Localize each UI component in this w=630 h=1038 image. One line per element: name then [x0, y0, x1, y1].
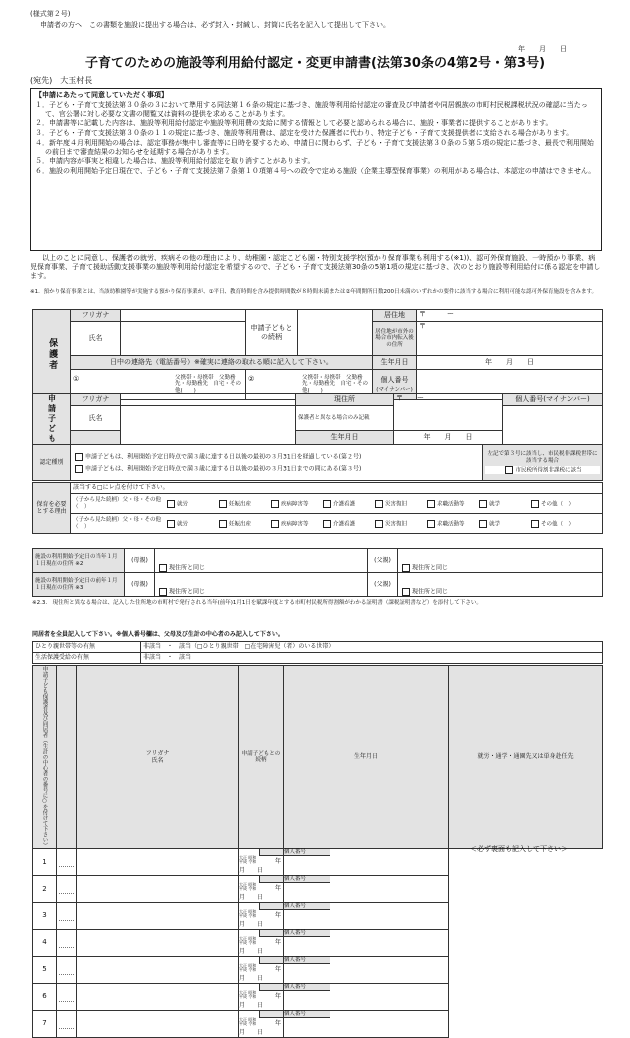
welfare-label: 生活保護受給の有無 [33, 653, 141, 664]
child-section: 申請子ども [33, 394, 71, 445]
guardian-contact-2[interactable]: ② 父携帯・母携帯 父勤務先・母勤務先 自宅・その他( ) [246, 370, 373, 400]
guardian-relation-label: 申請子どもとの続柄 [246, 310, 298, 356]
cert-options [71, 445, 483, 481]
reason-table [32, 482, 603, 534]
table-row [33, 875, 603, 902]
single-parent-label: ひとり親世帯等の有無 [33, 642, 141, 653]
residence-table [32, 548, 603, 597]
reason-option[interactable]: 疾病障害等 [269, 520, 321, 528]
consent-item: ５．申請内容が事実と相違した場合は、施設等利用給付認定を取り消すことがあります。 [35, 157, 315, 166]
reason-option[interactable]: その他（ ） [529, 520, 599, 528]
name-field[interactable] [57, 983, 77, 1010]
footer-note: ＜必ず裏面も記入して下さい＞ [470, 845, 568, 853]
child-furigana-label: フリガナ [71, 394, 121, 406]
residence-father-field[interactable]: 現住所と同じ [398, 549, 603, 573]
guardian-contact-label: 日中の連絡先（電話番号）※確実に連絡の取れる順に記入して下さい。 [71, 356, 373, 370]
work-field[interactable] [284, 929, 449, 956]
consent-item: ４．新年度４月利用開始の場合は、認定事務が集中し審査等に日時を要するため、申請日に関わらず、子ども・子育て支援法第３０条の５第５項の規定に基づき、最長で利用開始の前日まで審査結果のお知らせを延期する場合があります。 [35, 138, 594, 156]
relation-field[interactable] [77, 902, 239, 929]
reason-option[interactable]: 就労 [165, 520, 217, 528]
dob-cell[interactable]: 個人番号 大正 昭和 平成 令和 年 月 日 [239, 956, 284, 983]
child-name-field[interactable] [121, 406, 296, 445]
consent-list [35, 101, 597, 176]
guardian-name-label: 氏名 [71, 322, 121, 356]
work-field[interactable] [284, 902, 449, 929]
household-heading: 同居者を全員記入して下さい。※個人番号欄は、父母及び生計の中心者のみ記入して下さい。 [32, 631, 284, 638]
guardian-moved-label: 居住地が市外の場合市内転入後の住所 [373, 322, 417, 356]
consent-item: ６．施設の利用開始予定日現在で、子ども・子育て支援法第７条第１０項第４号への政令で定める施設（企業主導型保育事業）の利用がある場合は、本認定の申請はできません。 [35, 167, 596, 175]
dob-cell[interactable]: 個人番号 大正 昭和 平成 令和 年 月 日 [239, 875, 284, 902]
relation-field[interactable] [77, 1010, 239, 1037]
reason-label: 保育を必要とする理由 [33, 483, 71, 534]
cert-table [32, 444, 603, 481]
name-field[interactable] [57, 875, 77, 902]
reason-option[interactable]: 求職活動等 [425, 520, 477, 528]
date-fields: 年 月 日 [518, 45, 567, 53]
guardian-dob-label: 生年月日 [373, 356, 417, 370]
residence-father-label: (父親) [368, 549, 398, 573]
residence-row2-label: 施設の利用開始予定日の前年１月１日現在の住所 ※3 [33, 573, 125, 597]
consent-box [30, 88, 602, 251]
guardian-dob-field[interactable]: 年 月 日 [417, 356, 603, 370]
work-field[interactable] [284, 875, 449, 902]
row-number[interactable]: 2 [33, 875, 57, 902]
residence-note: ※2.3. 現住所と異なる場合は、記入した住所地の市町村で発行される当年(前年)1月1日を賦課年度とする市町村民税所得割額がわかる証明書（課税証明書など）を添付して下さい。 [32, 600, 482, 606]
form-code: (様式第２号) [30, 10, 71, 18]
consent-item: １．子ども・子育て支援法第３０条の３において準用する同法第１６条の規定に基づき、施設等利用給付認定の審査及び申請者や同居親族の市町村民税課税状況の確認に当たって、官公署に対し必要な文書の閲覧又は資料の提供を求めることがあります。 [35, 100, 588, 118]
relation-field[interactable] [77, 929, 239, 956]
applicant-notice: 申請者の方へ この書類を施設に提出する場合は、必ず封入・封緘し、封筒に氏名を記入して提出して下さい。 [40, 21, 390, 29]
cert-option-3[interactable]: 申請子どもは、利用開始予定日時点で満３歳に達する日以後の最初の３月31日までの間にある(第３号) [73, 465, 480, 473]
household-col-dob: 生年月日 [284, 666, 449, 849]
residence-mother-field[interactable]: 現住所と同じ [155, 549, 368, 573]
residence-row1-label: 施設の利用開始予定日の当年１月１日現在の住所 ※2 [33, 549, 125, 573]
child-table [32, 393, 603, 445]
work-field[interactable] [284, 849, 449, 876]
table-row [33, 983, 603, 1010]
household-col-name: フリガナ 氏名 [77, 666, 239, 849]
child-address-field[interactable]: 〒 ー [394, 394, 503, 431]
guardian-furigana-field[interactable] [121, 310, 246, 322]
cert-side: 左記で第３号に該当し、市民税非課税世帯に該当する場合 市民税所得割非課税に該当 [483, 445, 603, 481]
household-flags [32, 641, 603, 664]
table-row [33, 902, 603, 929]
dob-cell[interactable]: 個人番号 大正 昭和 平成 令和 年 月 日 [239, 1010, 284, 1037]
reason-option[interactable]: 妊娠出産 [217, 520, 269, 528]
name-field[interactable] [57, 929, 77, 956]
child-mynumber-field[interactable] [503, 406, 603, 445]
note-1: ※1．預かり保育事業とは、当該幼稚園等が実施する預かり保育事業が、①平日、教育時間を含み提供時間数が８時間未満または②年間開所日数200日未満のいずれかの要件に該当する場合に利用可能な認可外保育施設を含みます。 [30, 289, 598, 295]
residence-mother-label: (母親) [125, 549, 155, 573]
row-number[interactable]: 4 [33, 929, 57, 956]
guardian-furigana-label: フリガナ [71, 310, 121, 322]
single-parent-options[interactable]: 非該当 ・ 該当（□ひとり親世帯 □在宅障害児（者）のいる世帯） [141, 642, 603, 653]
residence-father-field[interactable]: 現住所と同じ [398, 573, 603, 597]
row-number[interactable]: 5 [33, 956, 57, 983]
household-col-work: 就労・通学・通園先又は単身赴任先 [449, 666, 603, 849]
dob-cell[interactable]: 個人番号 大正 昭和 平成 令和 年 月 日 [239, 902, 284, 929]
residence-father-label: (父親) [368, 573, 398, 597]
reason-hint: 該当する□にレ点を付けて下さい。 [71, 483, 603, 494]
guardian-contact-1[interactable]: ① 父携帯・母携帯 父勤務先・母勤務先 自宅・その他( ) [71, 370, 246, 400]
guardian-mynumber-label: 個人番号 (マイナンバー) [373, 370, 417, 400]
household-col-relation: 申請子どもとの続柄 [239, 666, 284, 849]
guardian-name-field[interactable] [121, 322, 246, 356]
child-address-label: 現住所 [296, 394, 394, 406]
guardian-address-field[interactable]: 〒 ー [417, 310, 603, 322]
declaration: 以上のことに同意し、保護者の就労、疾病その他の理由により、幼稚園・認定こども園・特別支援学校(預かり保育事業も利用する(※1))、認可外保育施設、一時預かり事業、病児保育事業、子育て援助活動支援事業の施設等利用給付認定を希望するので、子ども・子育て支援法第30条の5第1項の規定に基づき、次のとおり施設等利用給付に係る認定を申請します。 [30, 254, 601, 280]
table-row [33, 1010, 603, 1037]
cert-option-2[interactable]: 申請子どもは、利用開始予定日時点で満３歳に達する日以後の最初の３月31日を経過している(第２号) [73, 453, 480, 461]
row-number[interactable]: 7 [33, 1010, 57, 1037]
reason-option[interactable]: 就学 [477, 500, 529, 508]
child-dob-label: 生年月日 [296, 431, 394, 445]
reason-option[interactable]: 介護看護 [321, 500, 373, 508]
table-row [33, 929, 603, 956]
dob-cell[interactable]: 個人番号 大正 昭和 平成 令和 年 月 日 [239, 983, 284, 1010]
work-field[interactable] [284, 956, 449, 983]
reason-option[interactable]: 就学 [477, 520, 529, 528]
work-field[interactable] [284, 983, 449, 1010]
reason-option[interactable]: 災害復旧 [373, 520, 425, 528]
name-field[interactable] [57, 956, 77, 983]
cert-side-check[interactable]: 市民税所得割非課税に該当 [485, 466, 600, 474]
work-field[interactable] [284, 1010, 449, 1037]
row-number[interactable]: 1 [33, 849, 57, 876]
name-field[interactable] [57, 902, 77, 929]
guardian-moved-field[interactable]: 〒 [417, 322, 603, 356]
guardian-relation-field[interactable] [298, 310, 373, 356]
relation-field[interactable] [77, 875, 239, 902]
consent-heading: 【申請にあたって同意していただく事項】 [35, 91, 168, 99]
household-side-label: 申請子ども保護者及び同居者（生計の中心者の番号に○を付けて下さい） [33, 666, 57, 849]
reason-option[interactable]: 疾病障害等 [269, 500, 321, 508]
consent-item: ２．申請書等に記載した内容は、施設等利用給付認定や施設等利用費の支給に関する情報として必要と認められる場合に、施設・事業者に提供することがあります。 [35, 119, 553, 128]
child-mynumber-label: 個人番号(マイナンバー) [503, 394, 603, 406]
dob-cell[interactable]: 個人番号 大正 昭和 平成 令和 年 月 日 [239, 849, 284, 876]
child-furigana-field[interactable] [121, 394, 296, 406]
cert-label: 認定種別 [33, 445, 71, 481]
child-dob-field[interactable]: 年 月 日 [394, 431, 503, 445]
reason-relation[interactable]: （子から見た続柄）父・母・その他（ ） [73, 517, 162, 530]
table-row [33, 956, 603, 983]
addressee: (宛先) 大玉村長 [30, 76, 93, 85]
guardian-table [32, 309, 603, 400]
reason-relation[interactable]: （子から見た続柄）父・母・その他（ ） [73, 497, 162, 510]
reason-option[interactable]: 求職活動等 [425, 500, 477, 508]
residence-mother-label: (母親) [125, 573, 155, 597]
reason-row [71, 494, 603, 514]
child-name-label: 氏名 [71, 406, 121, 431]
reason-option[interactable]: その他（ ） [529, 500, 599, 508]
name-field[interactable] [57, 1010, 77, 1037]
relation-field[interactable] [77, 849, 239, 876]
guardian-section: 保護者 [33, 310, 71, 400]
consent-item: ３．子ども・子育て支援法第３０条の１１の規定に基づき、施設等利用費は、認定を受けた保護者に代わり、特定子ども・子育て支援提供者に支給される場合があります。 [35, 129, 574, 137]
reason-option[interactable]: 介護看護 [321, 520, 373, 528]
child-diff-note: 保護者と異なる場合のみ記載 [296, 406, 394, 431]
residence-mother-field[interactable]: 現住所と同じ [155, 573, 368, 597]
page-title: 子育てのための施設等利用給付認定・変更申請書(法第30条の4第2号・第3号) [84, 56, 546, 71]
row-number[interactable]: 3 [33, 902, 57, 929]
reason-row [71, 514, 603, 534]
reason-option[interactable]: 就労 [165, 500, 217, 508]
name-field[interactable] [57, 849, 77, 876]
guardian-address-label: 居住地 [373, 310, 417, 322]
reason-option[interactable]: 災害復旧 [373, 500, 425, 508]
welfare-options[interactable]: 非該当 ・ 該当 [141, 653, 603, 664]
dob-cell[interactable]: 個人番号 大正 昭和 平成 令和 年 月 日 [239, 929, 284, 956]
relation-field[interactable] [77, 983, 239, 1010]
row-number[interactable]: 6 [33, 983, 57, 1010]
relation-field[interactable] [77, 956, 239, 983]
reason-option[interactable]: 妊娠出産 [217, 500, 269, 508]
